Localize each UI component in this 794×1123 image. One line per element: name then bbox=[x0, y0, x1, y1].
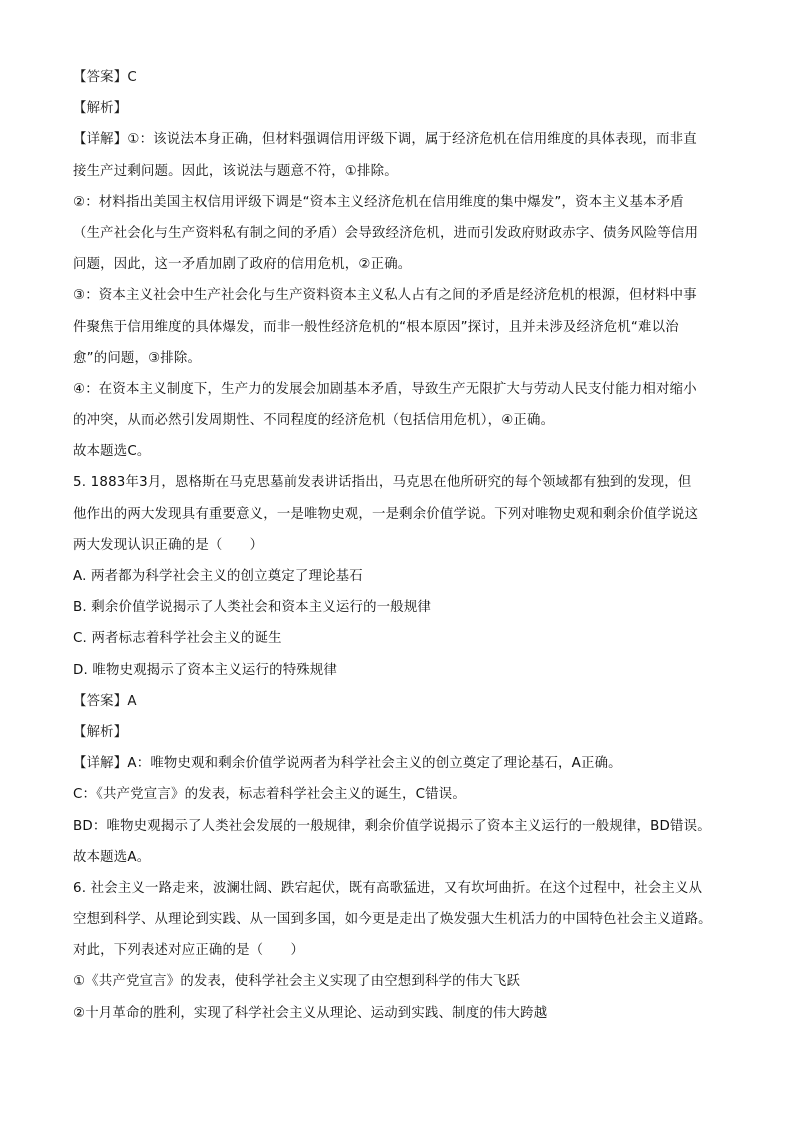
option-1-q6: ①《共产党宣言》的发表，使科学社会主义实现了由空想到科学的伟大飞跃 bbox=[73, 974, 521, 990]
detail-q4-item4-line-2: 的冲突，从而必然引发周期性、不同程度的经济危机（包括信用危机），④正确。 bbox=[73, 413, 555, 429]
analysis-label-q5: 【解析】 bbox=[73, 724, 128, 740]
question-5-line-1: 5. 1883年3月，恩格斯在马克思墓前发表讲话指出，马克思在他所研究的每个领域都有独到的发现，但 bbox=[73, 475, 692, 491]
detail-q4-item3-line-2: 件聚焦于信用维度的具体爆发，而非一般性经济危机的“根本原因”探讨，且并未涉及经济危机“难以治 bbox=[73, 319, 679, 335]
option-b-q5: B. 剩余价值学说揭示了人类社会和资本主义运行的一般规律 bbox=[73, 600, 432, 616]
conclusion-q5: 故本题选A。 bbox=[73, 849, 151, 865]
answer-label-q4: 【答案】C bbox=[73, 70, 137, 85]
conclusion-q4: 故本题选C。 bbox=[73, 444, 151, 460]
detail-q4-line-1: 【详解】①：该说法本身正确，但材料强调信用评级下调，属于经济危机在信用维度的具体表现，而非直 bbox=[73, 132, 697, 148]
detail-q4-item2-line-1: ②：材料指出美国主权信用评级下调是“资本主义经济危机在信用维度的集中爆发”，资本主义基本矛盾 bbox=[73, 194, 684, 210]
question-6-line-3: 对此，下列表述对应正确的是（ ） bbox=[73, 943, 305, 959]
detail-q4-item2-line-3: 问题，因此，这一矛盾加剧了政府的信用危机，②正确。 bbox=[73, 257, 412, 273]
question-5-line-2: 他作出的两大发现具有重要意义，一是唯物史观，一是剩余价值学说。下列对唯物史观和剩余价值学说这 bbox=[73, 506, 699, 522]
question-5-line-3: 两大发现认识正确的是（ ） bbox=[73, 537, 264, 553]
detail-q5-line-3: BD：唯物史观揭示了人类社会发展的一般规律，剩余价值学说揭示了资本主义运行的一般规律，BD错误。 bbox=[73, 818, 711, 834]
option-a-q5: A. 两者都为科学社会主义的创立奠定了理论基石 bbox=[73, 569, 363, 584]
analysis-label-q4: 【解析】 bbox=[73, 101, 128, 117]
detail-q5-line-2: C：《共产党宣言》的发表，标志着科学社会主义的诞生，C错误。 bbox=[73, 787, 466, 803]
document-page bbox=[73, 62, 731, 1029]
detail-q4-item4-line-1: ④：在资本主义制度下，生产力的发展会加剧基本矛盾，导致生产无限扩大与劳动人民支付能力相对缩小 bbox=[73, 381, 697, 397]
detail-q4-item3-line-3: 愈”的问题，③排除。 bbox=[73, 350, 202, 366]
detail-q4-line-2: 接生产过剩问题。因此，该说法与题意不符，①排除。 bbox=[73, 163, 398, 179]
option-d-q5: D. 唯物史观揭示了资本主义运行的特殊规律 bbox=[73, 662, 338, 678]
detail-q4-item2-line-2: （生产社会化与生产资料私有制之间的矛盾）会导致经济危机，进而引发政府财政赤字、债务风险等信用 bbox=[73, 225, 699, 241]
question-6-line-1: 6. 社会主义一路走来，波澜壮阔、跌宕起伏，既有高歌猛进，又有坎坷曲折。在这个过程中，社会主义从 bbox=[73, 880, 703, 896]
answer-label-q5: 【答案】A bbox=[73, 693, 137, 709]
detail-q5-line-1: 【详解】A：唯物史观和剩余价值学说两者为科学社会主义的创立奠定了理论基石，A正确。 bbox=[73, 756, 622, 772]
question-6-line-2: 空想到科学、从理论到实践、从一国到多国，如今更是走出了焕发强大生机活力的中国特色社会主义道路。 bbox=[73, 912, 712, 928]
detail-q4-item3-line-1: ③：资本主义社会中生产社会化与生产资料资本主义私人占有之间的矛盾是经济危机的根源，但材料中事 bbox=[73, 288, 697, 304]
option-c-q5: C. 两者标志着科学社会主义的诞生 bbox=[73, 631, 282, 647]
option-2-q6: ②十月革命的胜利，实现了科学社会主义从理论、运动到实践、制度的伟大跨越 bbox=[73, 1005, 548, 1021]
